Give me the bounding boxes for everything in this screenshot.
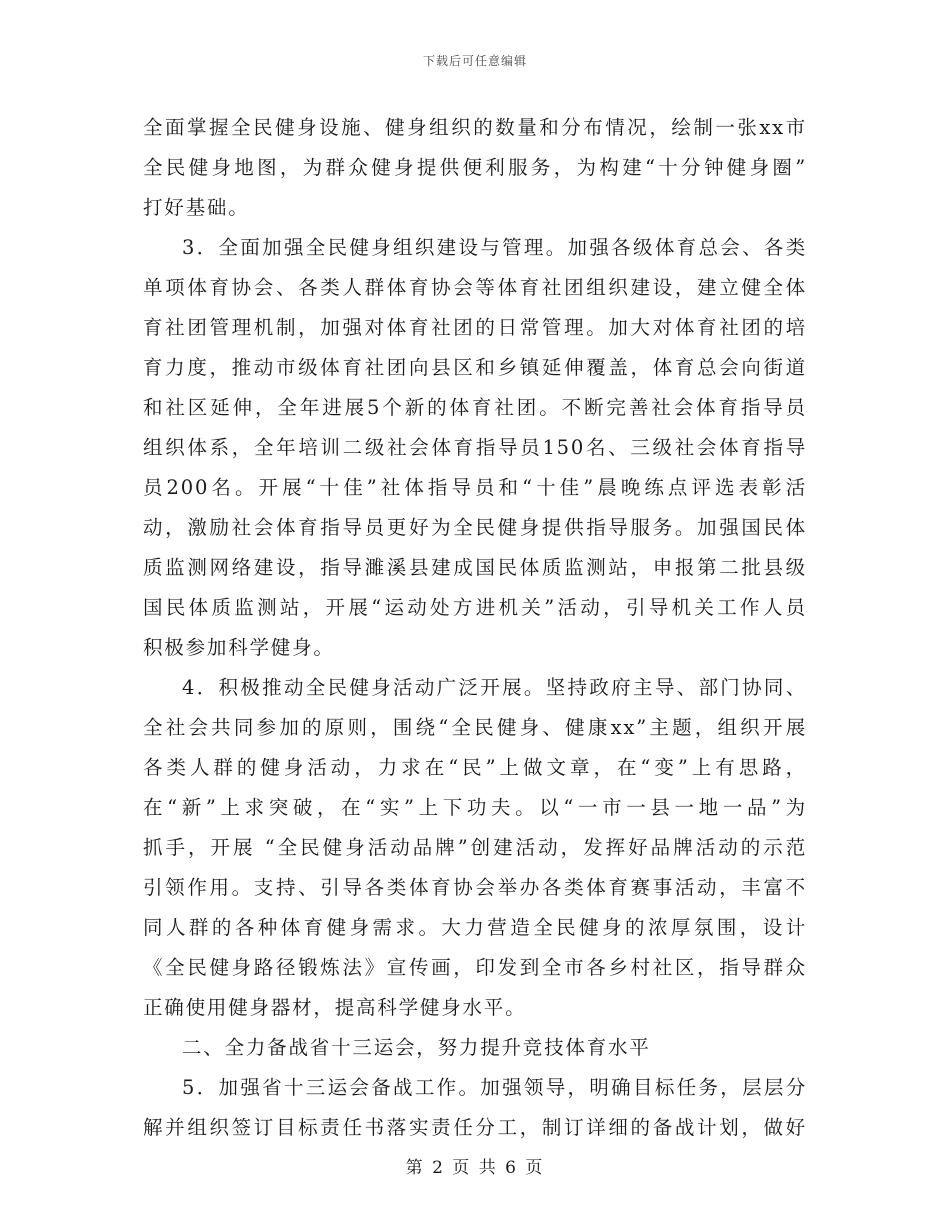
text-line: 员200名。开展“十佳”社体指导员和“十佳”晨晚练点评选表彰活	[143, 476, 807, 499]
text-line: 全社会共同参加的原则，围绕“全民健身、健康xx”主题，组织开展	[143, 716, 807, 739]
text-line: 正确使用健身器材，提高科学健身水平。	[143, 996, 527, 1019]
text-line: 积极参加科学健身。	[143, 636, 335, 659]
text-line: 和社区延伸，全年进展5个新的体育社团。不断完善社会体育指导员	[143, 396, 807, 419]
text-line: 3．全面加强全民健身组织建设与管理。加强各级体育总会、各类	[182, 236, 807, 259]
page-number: 第 2 页 共 6 页	[405, 1158, 545, 1178]
text-line: 抓手，开展 “全民健身活动品牌”创建活动，发挥好品牌活动的示范	[143, 836, 807, 859]
text-line: 各类人群的健身活动，力求在“民”上做文章，在“变”上有思路，	[143, 756, 807, 779]
page-header-note: 下载后可任意编辑	[422, 54, 527, 68]
text-line: 同人群的各种体育健身需求。大力营造全民健身的浓厚氛围，设计	[143, 916, 807, 939]
text-line: 全民健身地图，为群众健身提供便利服务，为构建“十分钟健身圈”	[143, 156, 807, 179]
text-line: 5．加强省十三运会备战工作。加强领导，明确目标任务，层层分	[182, 1076, 807, 1099]
text-line: 动，激励社会体育指导员更好为全民健身提供指导服务。加强国民体	[143, 516, 807, 539]
text-line: 打好基础。	[143, 196, 250, 219]
text-line: 在“新”上求突破，在“实”上下功夫。以“一市一县一地一品”为	[143, 796, 807, 819]
text-line: 解并组织签订目标责任书落实责任分工，制订详细的备战计划，做好	[143, 1116, 807, 1139]
text-line: 4．积极推动全民健身活动广泛开展。坚持政府主导、部门协同、	[182, 676, 807, 699]
document-body	[143, 108, 807, 1148]
text-line: 国民体质监测站，开展“运动处方进机关”活动，引导机关工作人员	[143, 596, 807, 619]
text-line: 育力度，推动市级体育社团向县区和乡镇延伸覆盖，体育总会向街道	[143, 356, 807, 379]
text-line: 单项体育协会、各类人群体育协会等体育社团组织建设，建立健全体	[143, 276, 807, 299]
text-line: 组织体系，全年培训二级社会体育指导员150名、三级社会体育指导	[143, 436, 807, 459]
text-line: 《全民健身路径锻炼法》宣传画，印发到全市各乡村社区，指导群众	[143, 956, 807, 979]
text-line: 二、全力备战省十三运会，努力提升竞技体育水平	[182, 1036, 651, 1059]
text-line: 引领作用。支持、引导各类体育协会举办各类体育赛事活动，丰富不	[143, 876, 807, 899]
text-line: 质监测网络建设，指导濉溪县建成国民体质监测站，申报第二批县级	[143, 556, 807, 579]
text-line: 育社团管理机制，加强对体育社团的日常管理。加大对体育社团的培	[143, 316, 807, 339]
text-line: 全面掌握全民健身设施、健身组织的数量和分布情况，绘制一张xx市	[143, 116, 807, 139]
